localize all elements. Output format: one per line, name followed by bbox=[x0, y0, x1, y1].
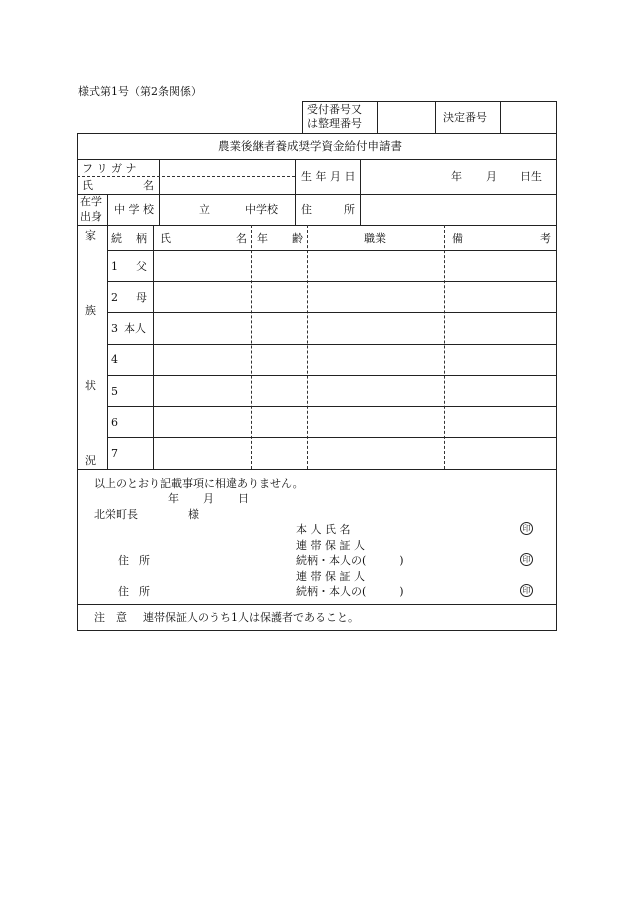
row-relation: 本人 bbox=[124, 322, 146, 335]
addressee: 北栄町長 bbox=[94, 508, 138, 521]
guarantor-relation: 続柄・本人の( ) bbox=[296, 554, 404, 567]
receipt-number-label-2: は整理番号 bbox=[307, 117, 362, 130]
form-title: 農業後継者養成奨学資金給付申請書 bbox=[218, 139, 402, 153]
guarantor-relation: 続柄・本人の( ) bbox=[296, 585, 404, 598]
guarantor-address-label-2: 所 bbox=[139, 554, 150, 567]
form-number: 様式第1号（第2条関係） bbox=[78, 85, 202, 98]
name-field[interactable] bbox=[160, 177, 294, 193]
row-relation: 母 bbox=[136, 291, 147, 304]
dob-field[interactable] bbox=[361, 160, 555, 193]
header-age: 年 bbox=[257, 232, 268, 245]
date-year: 年 bbox=[168, 492, 179, 505]
school-ritsu: 立 bbox=[199, 203, 210, 216]
guarantor-label-2: 連 帯 保 証 人 bbox=[296, 570, 365, 583]
guarantor-label: 連 帯 保 証 人 bbox=[296, 539, 365, 552]
seal-icon: 印 bbox=[520, 522, 533, 535]
row-number: 5 bbox=[111, 385, 118, 398]
family-side-2: 族 bbox=[85, 304, 96, 317]
header-occupation: 職業 bbox=[364, 232, 386, 245]
header-age-2: 齢 bbox=[292, 232, 303, 245]
header-remarks-2: 考 bbox=[540, 232, 551, 245]
header-remarks: 備 bbox=[452, 232, 463, 245]
date-month: 月 bbox=[203, 492, 214, 505]
school-suffix: 中学校 bbox=[245, 203, 278, 216]
header-name: 氏 bbox=[160, 232, 171, 245]
furigana-label: フ リ ガ ナ bbox=[82, 162, 137, 175]
addressee-suffix: 様 bbox=[188, 508, 199, 521]
row-number: 2 bbox=[111, 291, 118, 304]
guarantor-address-label: 住 bbox=[118, 585, 129, 598]
school-label-2: 出身 bbox=[80, 210, 102, 223]
applicant-name-label: 本 人 氏 名 bbox=[296, 523, 351, 536]
header-name-2: 名 bbox=[236, 232, 247, 245]
family-side-3: 状 bbox=[85, 379, 96, 392]
decision-number-label: 決定番号 bbox=[443, 111, 487, 124]
row-number: 4 bbox=[111, 353, 118, 366]
address-label-2: 所 bbox=[344, 203, 355, 216]
guarantor-address-label: 住 bbox=[118, 554, 129, 567]
address-field[interactable] bbox=[361, 195, 555, 224]
note-text: 連帯保証人のうち1人は保護者であること。 bbox=[143, 611, 359, 624]
row-number: 7 bbox=[111, 447, 118, 460]
header-relation: 続 bbox=[111, 232, 122, 245]
note-label: 注 意 bbox=[94, 611, 127, 624]
declaration-text: 以上のとおり記載事項に相違ありません。 bbox=[94, 477, 304, 490]
decision-number-field[interactable] bbox=[501, 102, 555, 132]
address-label: 住 bbox=[301, 203, 312, 216]
family-side-1: 家 bbox=[85, 229, 96, 242]
row-number: 6 bbox=[111, 416, 118, 429]
name-label: 氏 bbox=[82, 179, 93, 192]
school-label: 在学 bbox=[80, 195, 102, 208]
middle-school-label: 中 学 校 bbox=[114, 203, 154, 216]
furigana-field[interactable] bbox=[160, 160, 294, 175]
dob-label: 生 年 月 日 bbox=[301, 170, 356, 183]
name-label-2: 名 bbox=[143, 179, 154, 192]
row-number: 3 bbox=[111, 322, 118, 335]
date-day: 日 bbox=[238, 492, 249, 505]
school-field[interactable] bbox=[160, 195, 294, 224]
header-relation-2: 柄 bbox=[136, 232, 147, 245]
dob-day-unit: 日生 bbox=[520, 170, 542, 183]
receipt-number-label: 受付番号又 bbox=[307, 103, 362, 116]
guarantor-address-label-2: 所 bbox=[139, 585, 150, 598]
row-relation: 父 bbox=[136, 260, 147, 273]
row-number: 1 bbox=[111, 260, 118, 273]
dob-month-unit: 月 bbox=[486, 170, 497, 183]
dob-year-unit: 年 bbox=[451, 170, 462, 183]
seal-icon: 印 bbox=[520, 584, 533, 597]
family-side-4: 況 bbox=[85, 454, 96, 467]
seal-icon: 印 bbox=[520, 553, 533, 566]
receipt-number-field[interactable] bbox=[378, 102, 434, 132]
